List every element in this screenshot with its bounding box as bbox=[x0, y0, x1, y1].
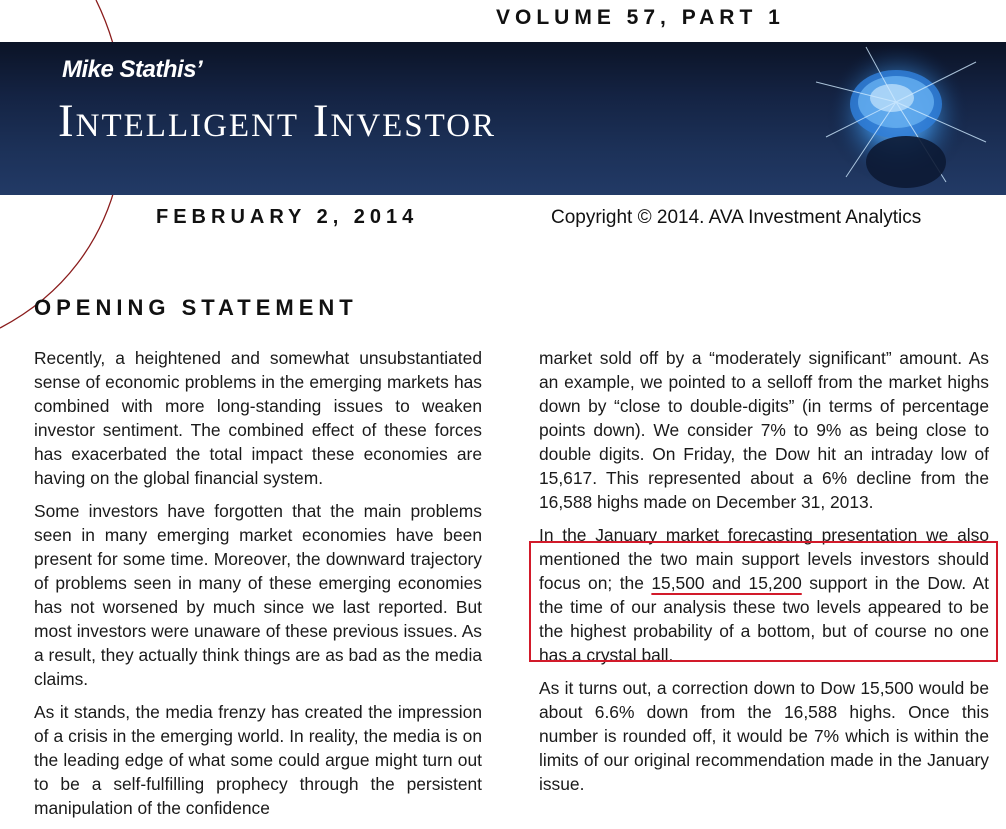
paragraph: As it turns out, a correction down to Dow 15,500 would be about 6.6% down from the 16,588 highs. Once this number is rounded off, it would be 7% which is within the limits of our original recommendation made in the January issue. bbox=[539, 678, 989, 794]
left-column bbox=[34, 346, 482, 829]
right-column bbox=[539, 346, 989, 805]
section-heading: OPENING STATEMENT bbox=[34, 295, 358, 320]
publication-title: Intelligent Investor bbox=[58, 95, 497, 147]
volume-label: VOLUME 57, PART 1 bbox=[496, 6, 785, 29]
author-byline: Mike Stathis’ bbox=[62, 56, 203, 83]
paragraph-text: support in the Dow. At the time of our analysis these two levels appeared to be the highest probability of a bottom, but of course no one has a crystal ball. bbox=[539, 573, 990, 665]
paragraph-text: In the January market forecasting presentation we also mentioned the two main support levels investors should focus on; the bbox=[539, 525, 989, 593]
paragraph: Some investors have forgotten that the main problems seen in many emerging market economies have been present for some time. Moreover, the downward trajectory of problems seen in many of these emerging economies has not worsened by much since we last reported. But most investors were unaware of these previous issues. As a result, they actually think things are as bad as the media claims. bbox=[34, 501, 482, 689]
paragraph: market sold off by a “moderately significant” amount. As an example, we pointed to a selloff from the market highs down by “close to double-digits” (in terms of percentage points down). We consider 7% to 9% as being close to double digits. On Friday, the Dow hit an intraday low of 15,617. This represented about a 6% decline from the 16,588 highs made on December 31, 2013. bbox=[539, 348, 989, 512]
paragraph: As it stands, the media frenzy has created the impression of a crisis in the emerging world. In reality, the media is on the leading edge of what some could argue might turn out to be a self-fulfilling prophecy through the persistent manipulation of the confidence bbox=[34, 702, 482, 818]
brain-icon bbox=[806, 42, 1006, 195]
paragraph: Recently, a heightened and somewhat unsubstantiated sense of economic problems in the emerging markets has combined with more long-standing issues to weaken investor sentiment. The combined effect of these forces has exacerbated the total impact these economies are having on the global financial system. bbox=[34, 348, 482, 488]
support-levels-highlight: 15,500 and 15,200 bbox=[651, 573, 802, 593]
masthead-banner bbox=[0, 42, 1006, 195]
issue-date: FEBRUARY 2, 2014 bbox=[156, 206, 419, 228]
copyright-notice: Copyright © 2014. AVA Investment Analytics bbox=[551, 207, 922, 228]
highlighted-paragraph bbox=[539, 523, 989, 667]
